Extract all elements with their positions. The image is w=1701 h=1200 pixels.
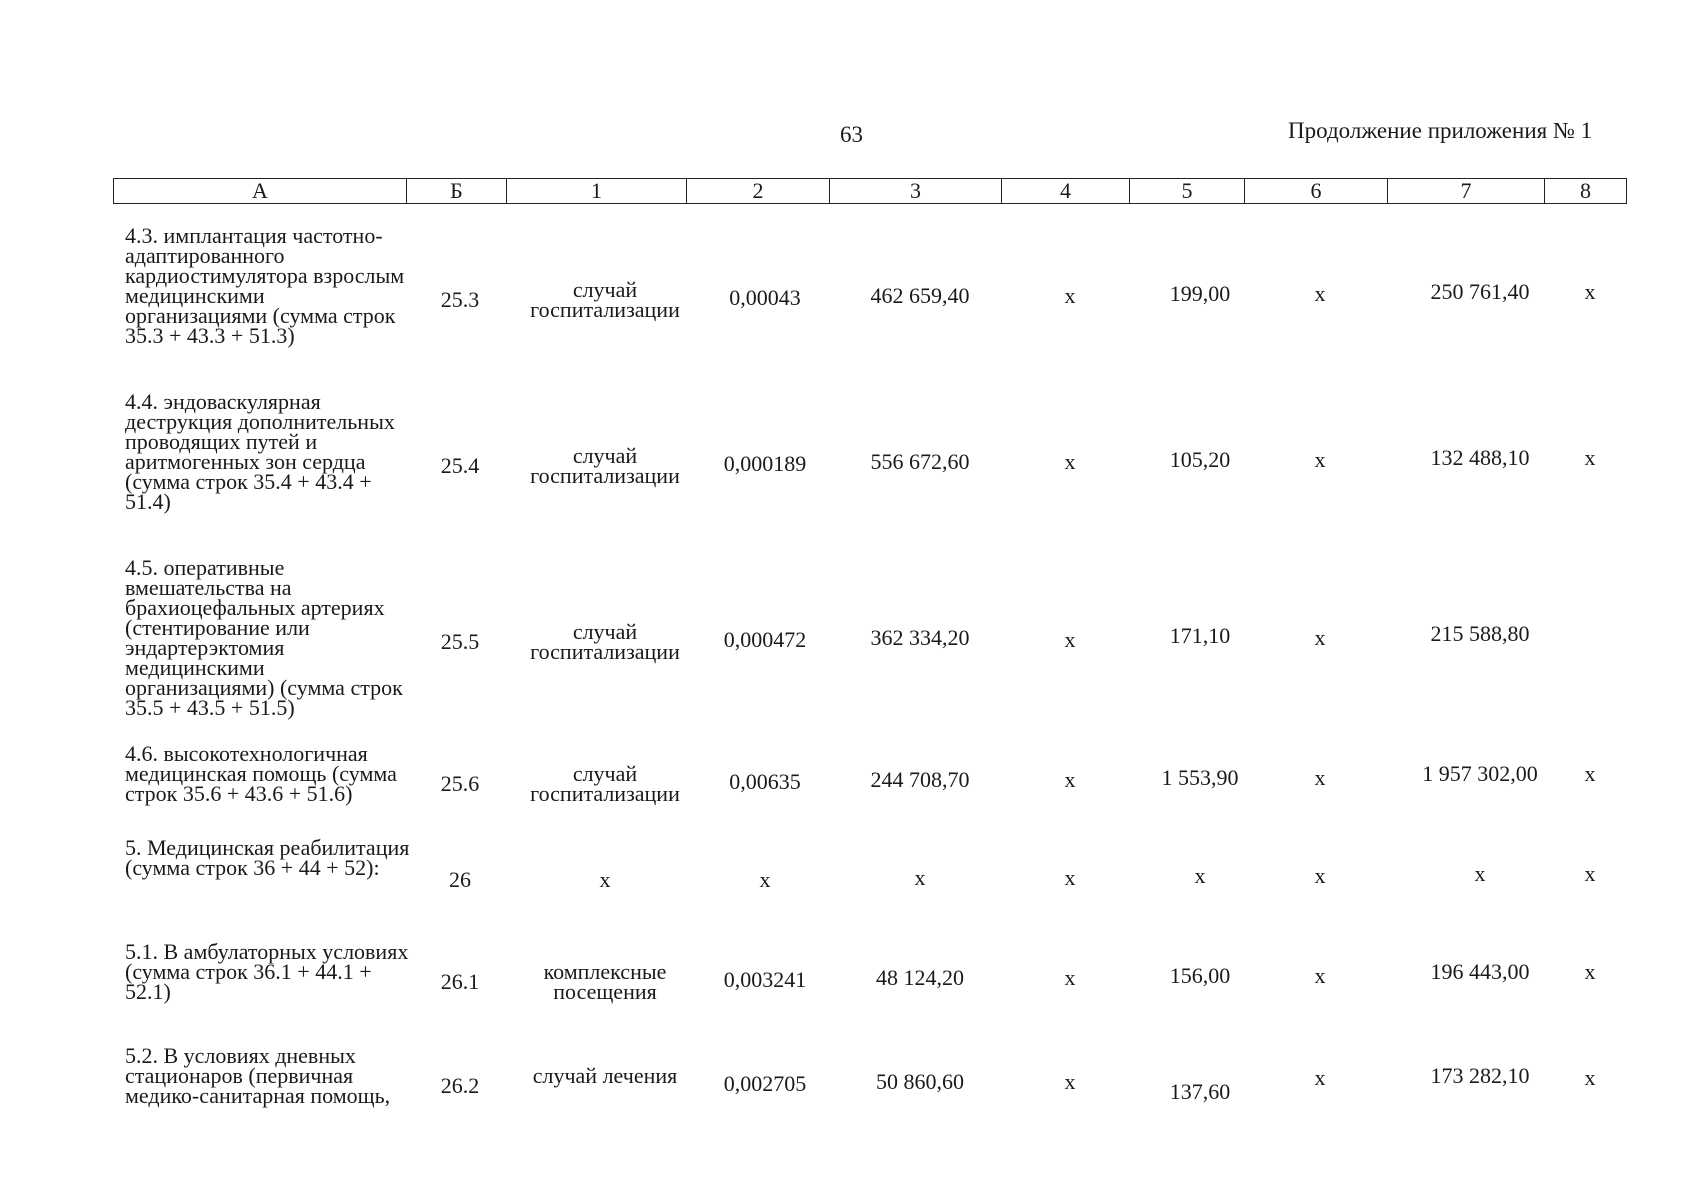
row-col-8: х [1584,761,1596,786]
row-code: 26.2 [440,1073,480,1098]
row-col-7: х [1474,861,1486,886]
row-code: 25.5 [440,629,480,654]
row-col-5: 199,00 [1169,281,1231,306]
column-header-2: 2 [687,179,830,204]
row-col-2: х [759,867,771,892]
row-col-4: х [1064,865,1076,890]
row-col-7: 250 761,40 [1430,279,1530,304]
row-name: 4.4. эндоваскулярная деструкция дополнительных проводящих путей и аритмогенных зон сердца (сумма строк 35.4 + 43.4 + 51.4) [125,389,395,514]
row-col-7: 173 282,10 [1430,1063,1530,1088]
column-header-8: 8 [1545,179,1627,204]
row-col-5: 171,10 [1169,623,1231,648]
row-col-6: х [1314,281,1326,306]
appendix-continuation-label: Продолжение приложения № 1 [1288,118,1593,143]
row-col-4: х [1064,283,1076,308]
column-header-3: 3 [830,179,1002,204]
row-col-2: 0,003241 [723,967,807,992]
row-name: 5. Медицинская реабилитация (сумма строк 36 + 44 + 52): [125,835,410,880]
row-col-6: х [1314,625,1326,650]
row-col-8: х [1584,861,1596,886]
row-name: 4.5. оперативные вмешательства на брахиоцефальных артериях (стентирование или эндартерэктомия медицинскими организациями) (сумма строк 35.5 + 43.5 + 51.5) [125,555,403,720]
row-col-6: х [1314,447,1326,472]
row-unit: случай госпитализации [530,619,680,664]
row-name: 4.6. высокотехнологичная медицинская помощь (сумма строк 35.6 + 43.6 + 51.6) [125,741,397,806]
row-col-4: х [1064,627,1076,652]
row-col-5: 137,60 [1169,1079,1231,1104]
row-col-3: 556 672,60 [870,449,970,474]
row-col-8: х [1584,1065,1596,1090]
row-code: 26 [449,867,471,892]
column-header-b: Б [407,179,507,204]
row-col-4: х [1064,965,1076,990]
row-col-5: х [1194,863,1206,888]
row-col-4: х [1064,1069,1076,1094]
row-col-2: 0,000189 [723,451,807,476]
row-col-7: 196 443,00 [1430,959,1530,984]
row-col-7: 1 957 302,00 [1422,761,1538,786]
row-col-5: 156,00 [1169,963,1231,988]
page-number: 63 [840,122,863,147]
row-col-2: 0,00635 [729,769,801,794]
row-name: 4.3. имплантация частотно-адаптированного кардиостимулятора взрослым медицинскими организациями (сумма строк 35.3 + 43.3 + 51.3) [125,223,405,348]
row-col-4: х [1064,767,1076,792]
column-header-1: 1 [507,179,687,204]
row-name: 5.1. В амбулаторных условиях (сумма строк 36.1 + 44.1 + 52.1) [125,939,409,1004]
row-col-2: 0,002705 [723,1071,807,1096]
row-col-6: х [1314,863,1326,888]
row-col-3: 50 860,60 [876,1069,964,1094]
row-col-7: 132 488,10 [1430,445,1530,470]
column-header-4: 4 [1002,179,1130,204]
row-code: 25.3 [440,287,480,312]
row-code: 25.6 [440,771,480,796]
row-col-8: х [1584,279,1596,304]
row-col-8: х [1584,445,1596,470]
row-col-2: 0,000472 [723,627,807,652]
column-header-5: 5 [1130,179,1245,204]
row-name: 5.2. В условиях дневных стационаров (первичная медико-санитарная помощь, [125,1043,391,1108]
row-code: 25.4 [440,453,480,478]
row-unit: случай госпитализации [530,761,680,806]
row-col-5: 105,20 [1169,447,1231,472]
row-col-6: х [1314,1065,1326,1090]
row-col-3: 462 659,40 [870,283,970,308]
row-code: 26.1 [440,969,480,994]
row-col-8: х [1584,959,1596,984]
row-unit: случай госпитализации [530,277,680,322]
row-col-7: 215 588,80 [1430,621,1530,646]
row-col-6: х [1314,963,1326,988]
row-unit: х [599,867,611,892]
column-header-a: А [114,179,407,204]
row-col-3: х [914,865,926,890]
row-col-3: 244 708,70 [870,767,970,792]
row-col-2: 0,00043 [729,285,801,310]
row-unit: случай госпитализации [530,443,680,488]
column-header-7: 7 [1388,179,1545,204]
row-unit: комплексные посещения [543,959,667,1004]
row-col-5: 1 553,90 [1161,765,1239,790]
row-col-6: х [1314,765,1326,790]
column-header-6: 6 [1245,179,1388,204]
row-col-3: 362 334,20 [870,625,970,650]
row-col-3: 48 124,20 [876,965,964,990]
row-col-4: х [1064,449,1076,474]
row-unit: случай лечения [532,1063,678,1088]
